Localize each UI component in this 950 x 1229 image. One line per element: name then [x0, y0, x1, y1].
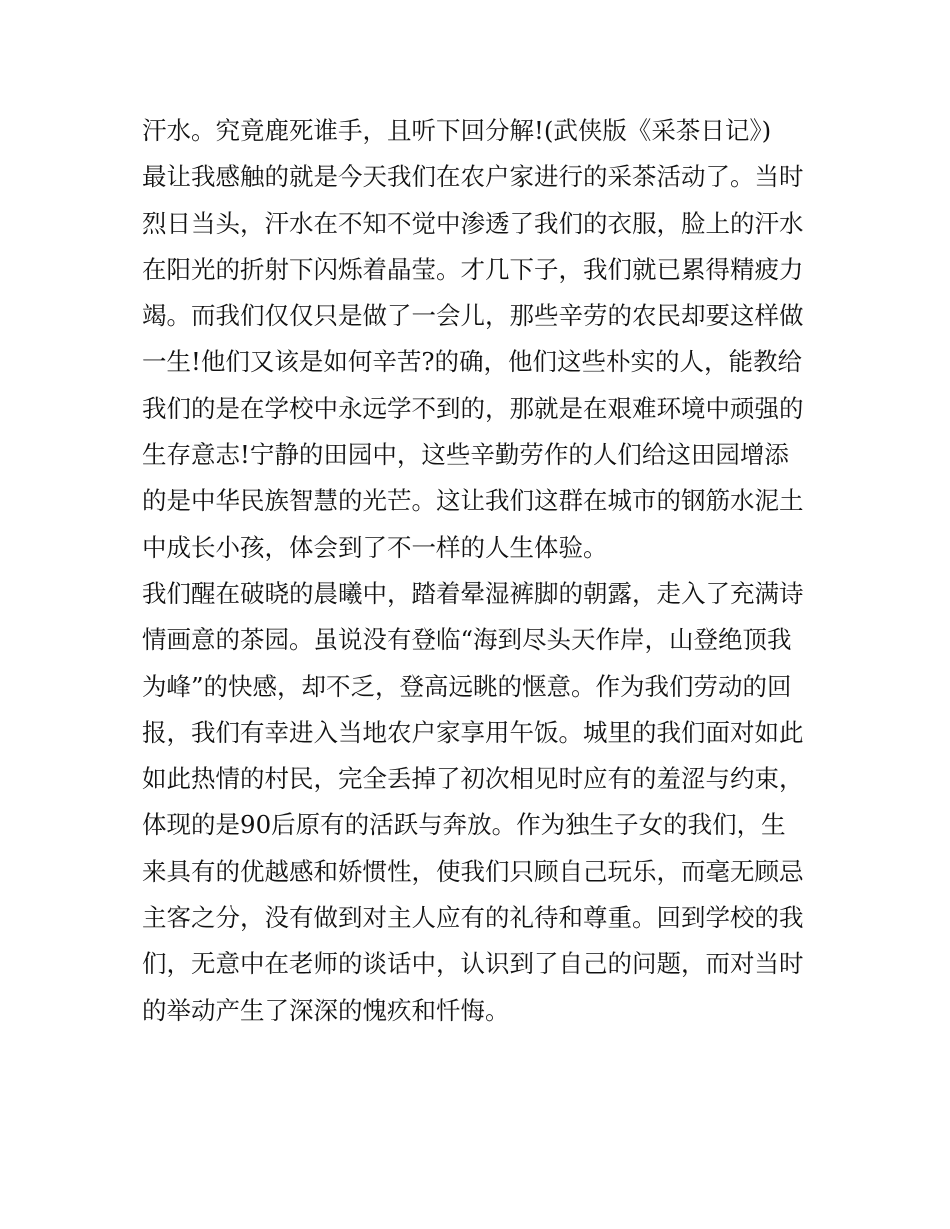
text-line: 我们醒在破晓的晨曦中，踏着晕湿裤脚的朝露，走入了充满诗	[142, 578, 804, 608]
text-line: 我们的是在学校中永远学不到的，那就是在艰难环境中顽强的	[142, 393, 804, 423]
text-line: 的举动产生了深深的愧疚和忏悔。	[142, 995, 510, 1025]
text-line: 中成长小孩，体会到了不一样的人生体验。	[142, 532, 608, 562]
text-line: 一生!他们又该是如何辛苦?的确，他们这些朴实的人，能教给	[142, 347, 802, 377]
text-line: 如此热情的村民，完全丢掉了初次相见时应有的羞涩与约束，	[142, 764, 804, 794]
text-line: 为峰”的快感，却不乏，登高远眺的惬意。作为我们劳动的回	[142, 671, 792, 701]
text-line: 来具有的优越感和娇惯性，使我们只顾自己玩乐，而毫无顾忌	[142, 856, 804, 886]
text-line: 汗水。究竟鹿死谁手，且听下回分解!(武侠版《采茶日记》)	[142, 116, 772, 145]
text-line: 在阳光的折射下闪烁着晶莹。才几下子，我们就已累得精疲力	[142, 254, 804, 284]
text-line: 情画意的茶园。虽说没有登临“海到尽头天作岸，山登绝顶我	[142, 625, 792, 655]
text-line: 的是中华民族智慧的光芒。这让我们这群在城市的钢筋水泥土	[142, 486, 804, 516]
text-line: 烈日当头，汗水在不知不觉中渗透了我们的衣服，脸上的汗水	[142, 208, 804, 238]
text-line: 体现的是90后原有的活跃与奔放。作为独生子女的我们，生	[142, 810, 786, 840]
text-line: 报，我们有幸进入当地农户家享用午饭。城里的我们面对如此	[142, 717, 804, 747]
text-line: 们，无意中在老师的谈话中，认识到了自己的问题，而对当时	[142, 949, 804, 979]
text-line: 主客之分，没有做到对主人应有的礼待和尊重。回到学校的我	[142, 903, 804, 933]
body-text	[142, 108, 822, 1034]
text-line: 最让我感触的就是今天我们在农户家进行的采茶活动了。当时	[142, 162, 804, 192]
text-line: 生存意志!宁静的田园中，这些辛勤劳作的人们给这田园增添	[142, 440, 789, 470]
text-line: 竭。而我们仅仅只是做了一会儿，那些辛劳的农民却要这样做	[142, 301, 804, 331]
